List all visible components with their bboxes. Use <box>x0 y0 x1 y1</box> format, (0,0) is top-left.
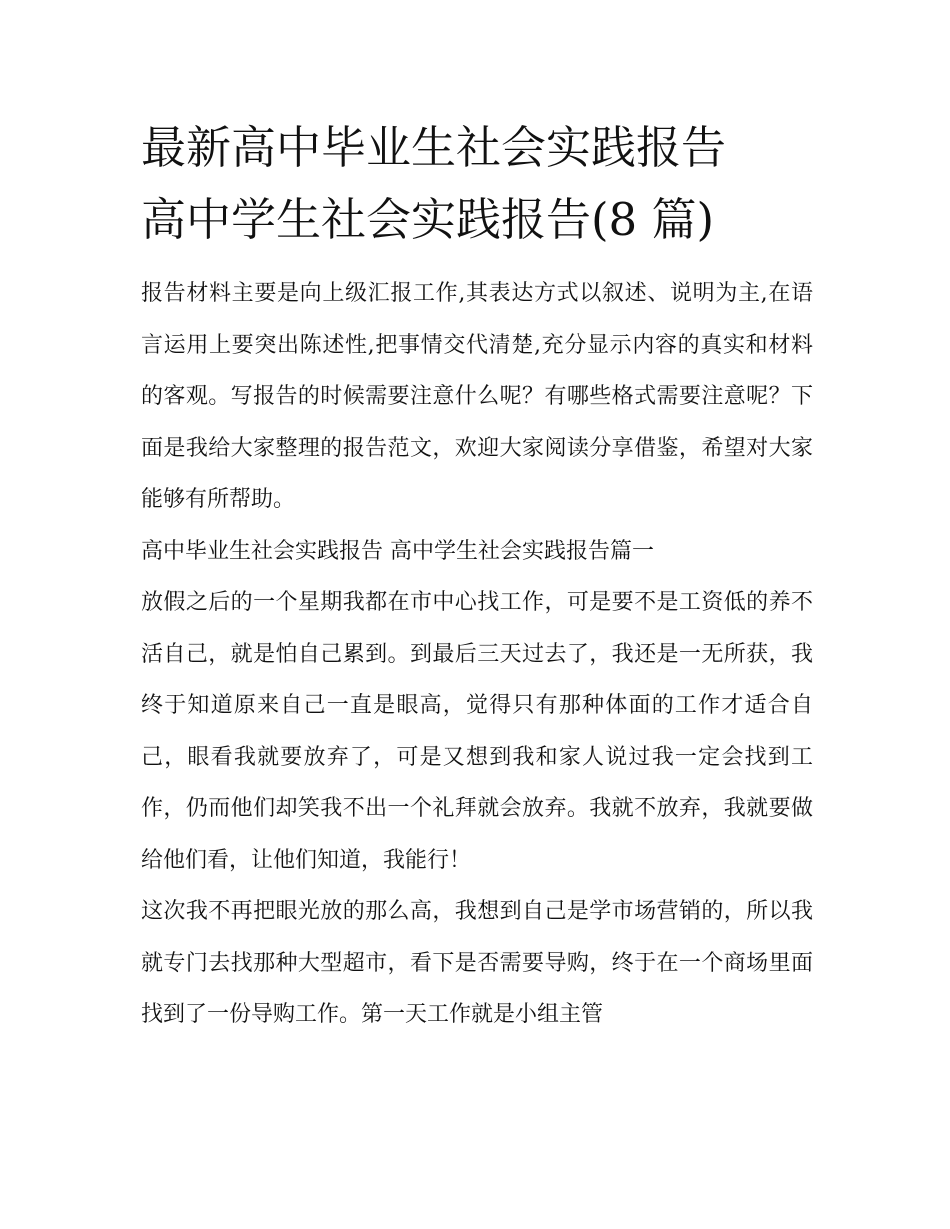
body-paragraph-2: 这次我不再把眼光放的那么高，我想到自己是学市场营销的，所以我就专门去找那种大型超市，看下是否需要导购，终于在一个商场里面找到了一份导购工作。第一天工作就是小组主管 <box>141 899 813 1027</box>
body-paragraph-1: 放假之后的一个星期我都在市中心找工作，可是要不是工资低的养不活自己，就是怕自己累到。到最后三天过去了，我还是一无所获，我终于知道原来自己一直是眼高，觉得只有那种体面的工作才适合自己，眼看我就要放弃了，可是又想到我和家人说过我一定会找到工作，仍而他们却笑我不出一个礼拜就会放弃。我就不放弃，我就要做给他们看，让他们知道，我能行！ <box>141 590 813 873</box>
intro-paragraph: 报告材料主要是向上级汇报工作,其表达方式以叙述、说明为主,在语言运用上要突出陈述性,把事情交代清楚,充分显示内容的真实和材料的客观。写报告的时候需要注意什么呢？有哪些格式需要注意呢？下面是我给大家整理的报告范文，欢迎大家阅读分享借鉴，希望对大家能够有所帮助。 <box>141 281 813 512</box>
section-heading: 高中毕业生社会实践报告 高中学生社会实践报告篇一 <box>141 538 654 564</box>
document-content <box>141 112 813 1041</box>
title-line-1: 最新高中毕业生社会实践报告 <box>141 121 727 174</box>
title-line-2: 高中学生社会实践报告(8 篇) <box>141 193 715 246</box>
document-title <box>141 112 813 256</box>
